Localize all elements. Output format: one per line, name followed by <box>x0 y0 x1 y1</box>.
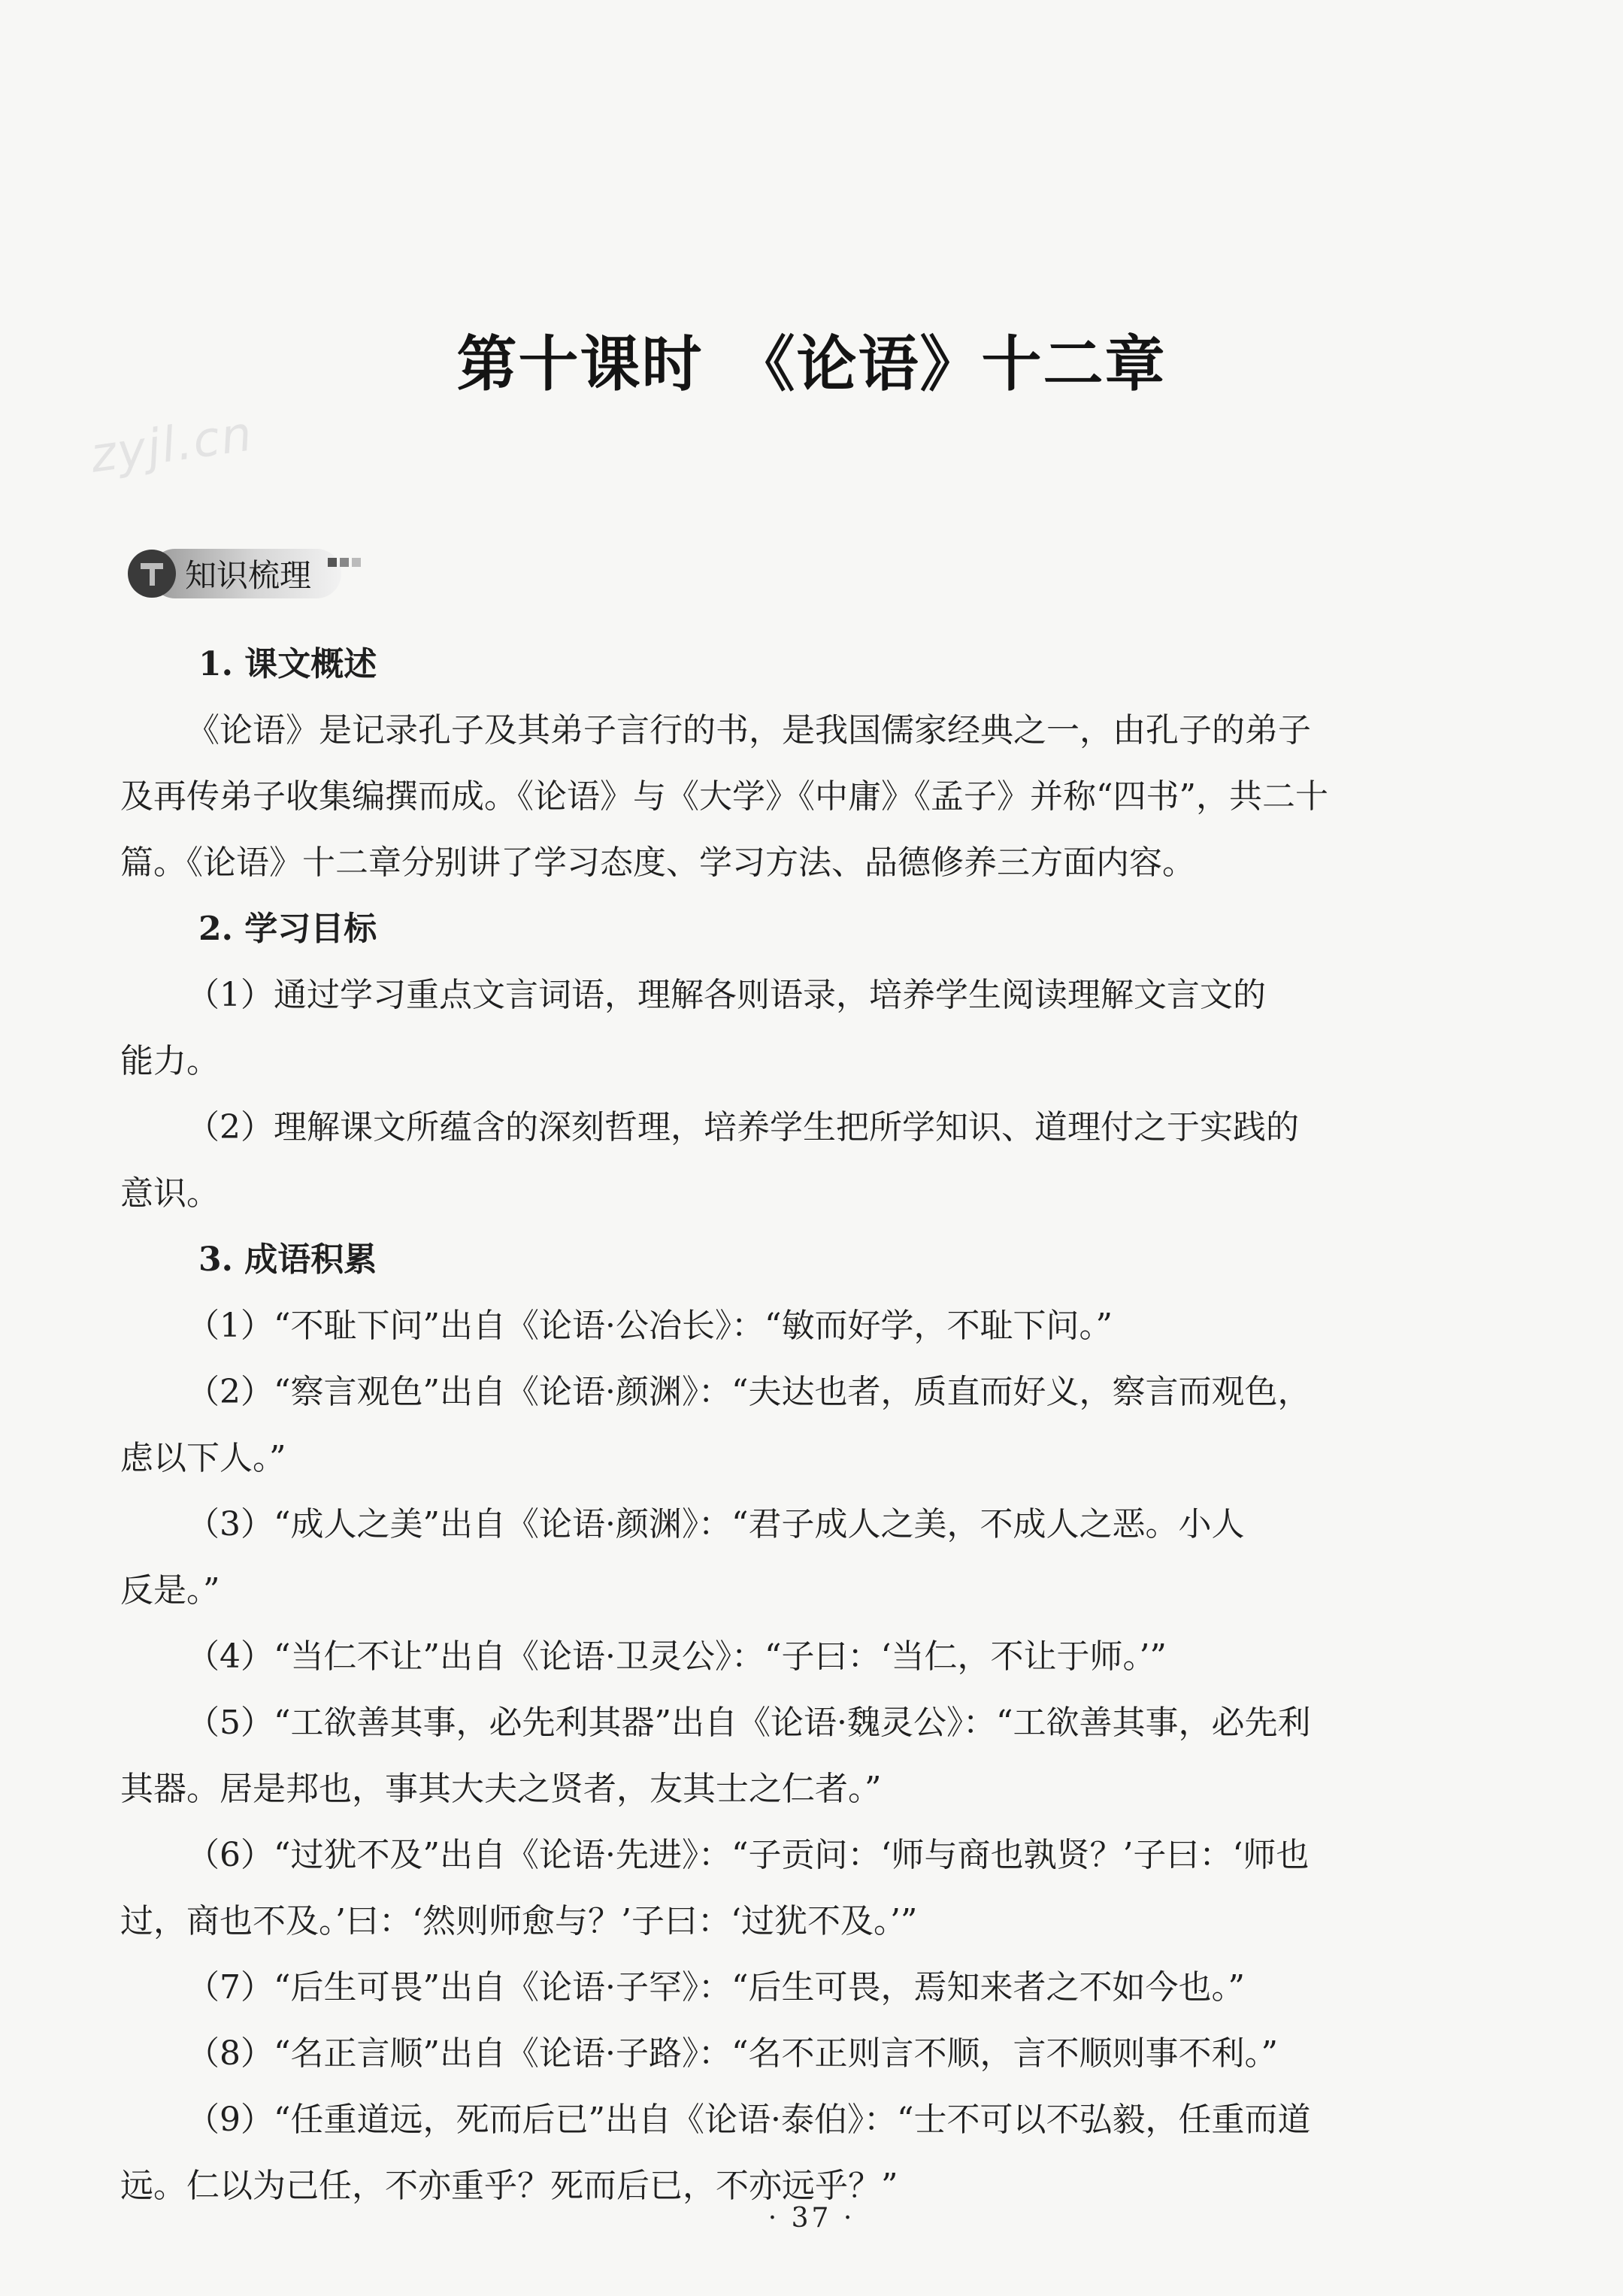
paragraph-line: 《论语》是记录孔子及其弟子言行的书，是我国儒家经典之一，由孔子的弟子 <box>186 711 1311 750</box>
paragraph-line: 其器。居是邦也，事其大夫之贤者，友其士之仁者。” <box>120 1770 882 1808</box>
paragraph-line: （1）“不耻下问”出自《论语·公冶长》：“敏而好学，不耻下问。” <box>186 1307 1113 1345</box>
page-title: 第十课时 《论语》十二章 <box>456 329 1167 399</box>
body-text <box>120 632 1428 2219</box>
decorative-squares-icon <box>328 558 361 567</box>
paragraph-line: （9）“任重道远，死而后已”出自《论语·泰伯》：“士不可以不弘毅，任重而道 <box>186 2101 1311 2139</box>
paragraph-line: 及再传弟子收集编撰而成。《论语》与《大学》《中庸》《孟子》并称“四书”，共二十 <box>120 777 1328 816</box>
paragraph-line: 远。仁以为己任，不亦重乎？死而后已，不亦远乎？” <box>120 2167 898 2205</box>
paragraph-line: （2）理解课文所蕴含的深刻哲理，培养学生把所学知识、道理付之于实践的 <box>186 1108 1299 1146</box>
subheading: 1. 课文概述 <box>198 645 377 683</box>
paragraph-line: 过，商也不及。’曰：‘然则师愈与？’子曰：‘过犹不及。’” <box>120 1902 918 1940</box>
paragraph-line: （1）通过学习重点文言词语，理解各则语录，培养学生阅读理解文言文的 <box>186 976 1266 1014</box>
paragraph-line: （7）“后生可畏”出自《论语·子罕》：“后生可畏，焉知来者之不如今也。” <box>186 1968 1245 2007</box>
subheading: 2. 学习目标 <box>198 910 377 948</box>
paragraph-line: （2）“察言观色”出自《论语·颜渊》：“夫达也者，质直而好义，察言而观色， <box>186 1373 1311 1411</box>
paragraph-line: （8）“名正言顺”出自《论语·子路》：“名不正则言不顺，言不顺则事不利。” <box>186 2034 1278 2073</box>
paragraph-line: （6）“过犹不及”出自《论语·先进》：“子贡问：‘师与商也孰贤？’子曰：‘师也 <box>186 1836 1310 1874</box>
paragraph-line: 篇。《论语》十二章分别讲了学习态度、学习方法、品德修养三方面内容。 <box>120 844 1195 882</box>
subheading: 3. 成语积累 <box>198 1240 377 1279</box>
paragraph-line: （4）“当仁不让”出自《论语·卫灵公》：“子曰：‘当仁，不让于师。’” <box>186 1637 1167 1676</box>
paragraph-line: （3）“成人之美”出自《论语·颜渊》：“君子成人之美，不成人之恶。小人 <box>186 1505 1245 1543</box>
paragraph-line: 意识。 <box>120 1174 220 1213</box>
paragraph-line: 虑以下人。” <box>120 1439 286 1477</box>
section-header-label: 知识梳理 <box>150 549 341 598</box>
watermark: zyjl.cn <box>86 406 257 484</box>
page-number: · 37 · <box>768 2203 855 2234</box>
paragraph-line: 反是。” <box>120 1571 220 1610</box>
paragraph-line: （5）“工欲善其事，必先利其器”出自《论语·魏灵公》：“工欲善其事，必先利 <box>186 1704 1311 1742</box>
section-header <box>128 540 361 607</box>
paragraph-line: 能力。 <box>120 1042 220 1080</box>
hammer-icon <box>128 550 176 598</box>
